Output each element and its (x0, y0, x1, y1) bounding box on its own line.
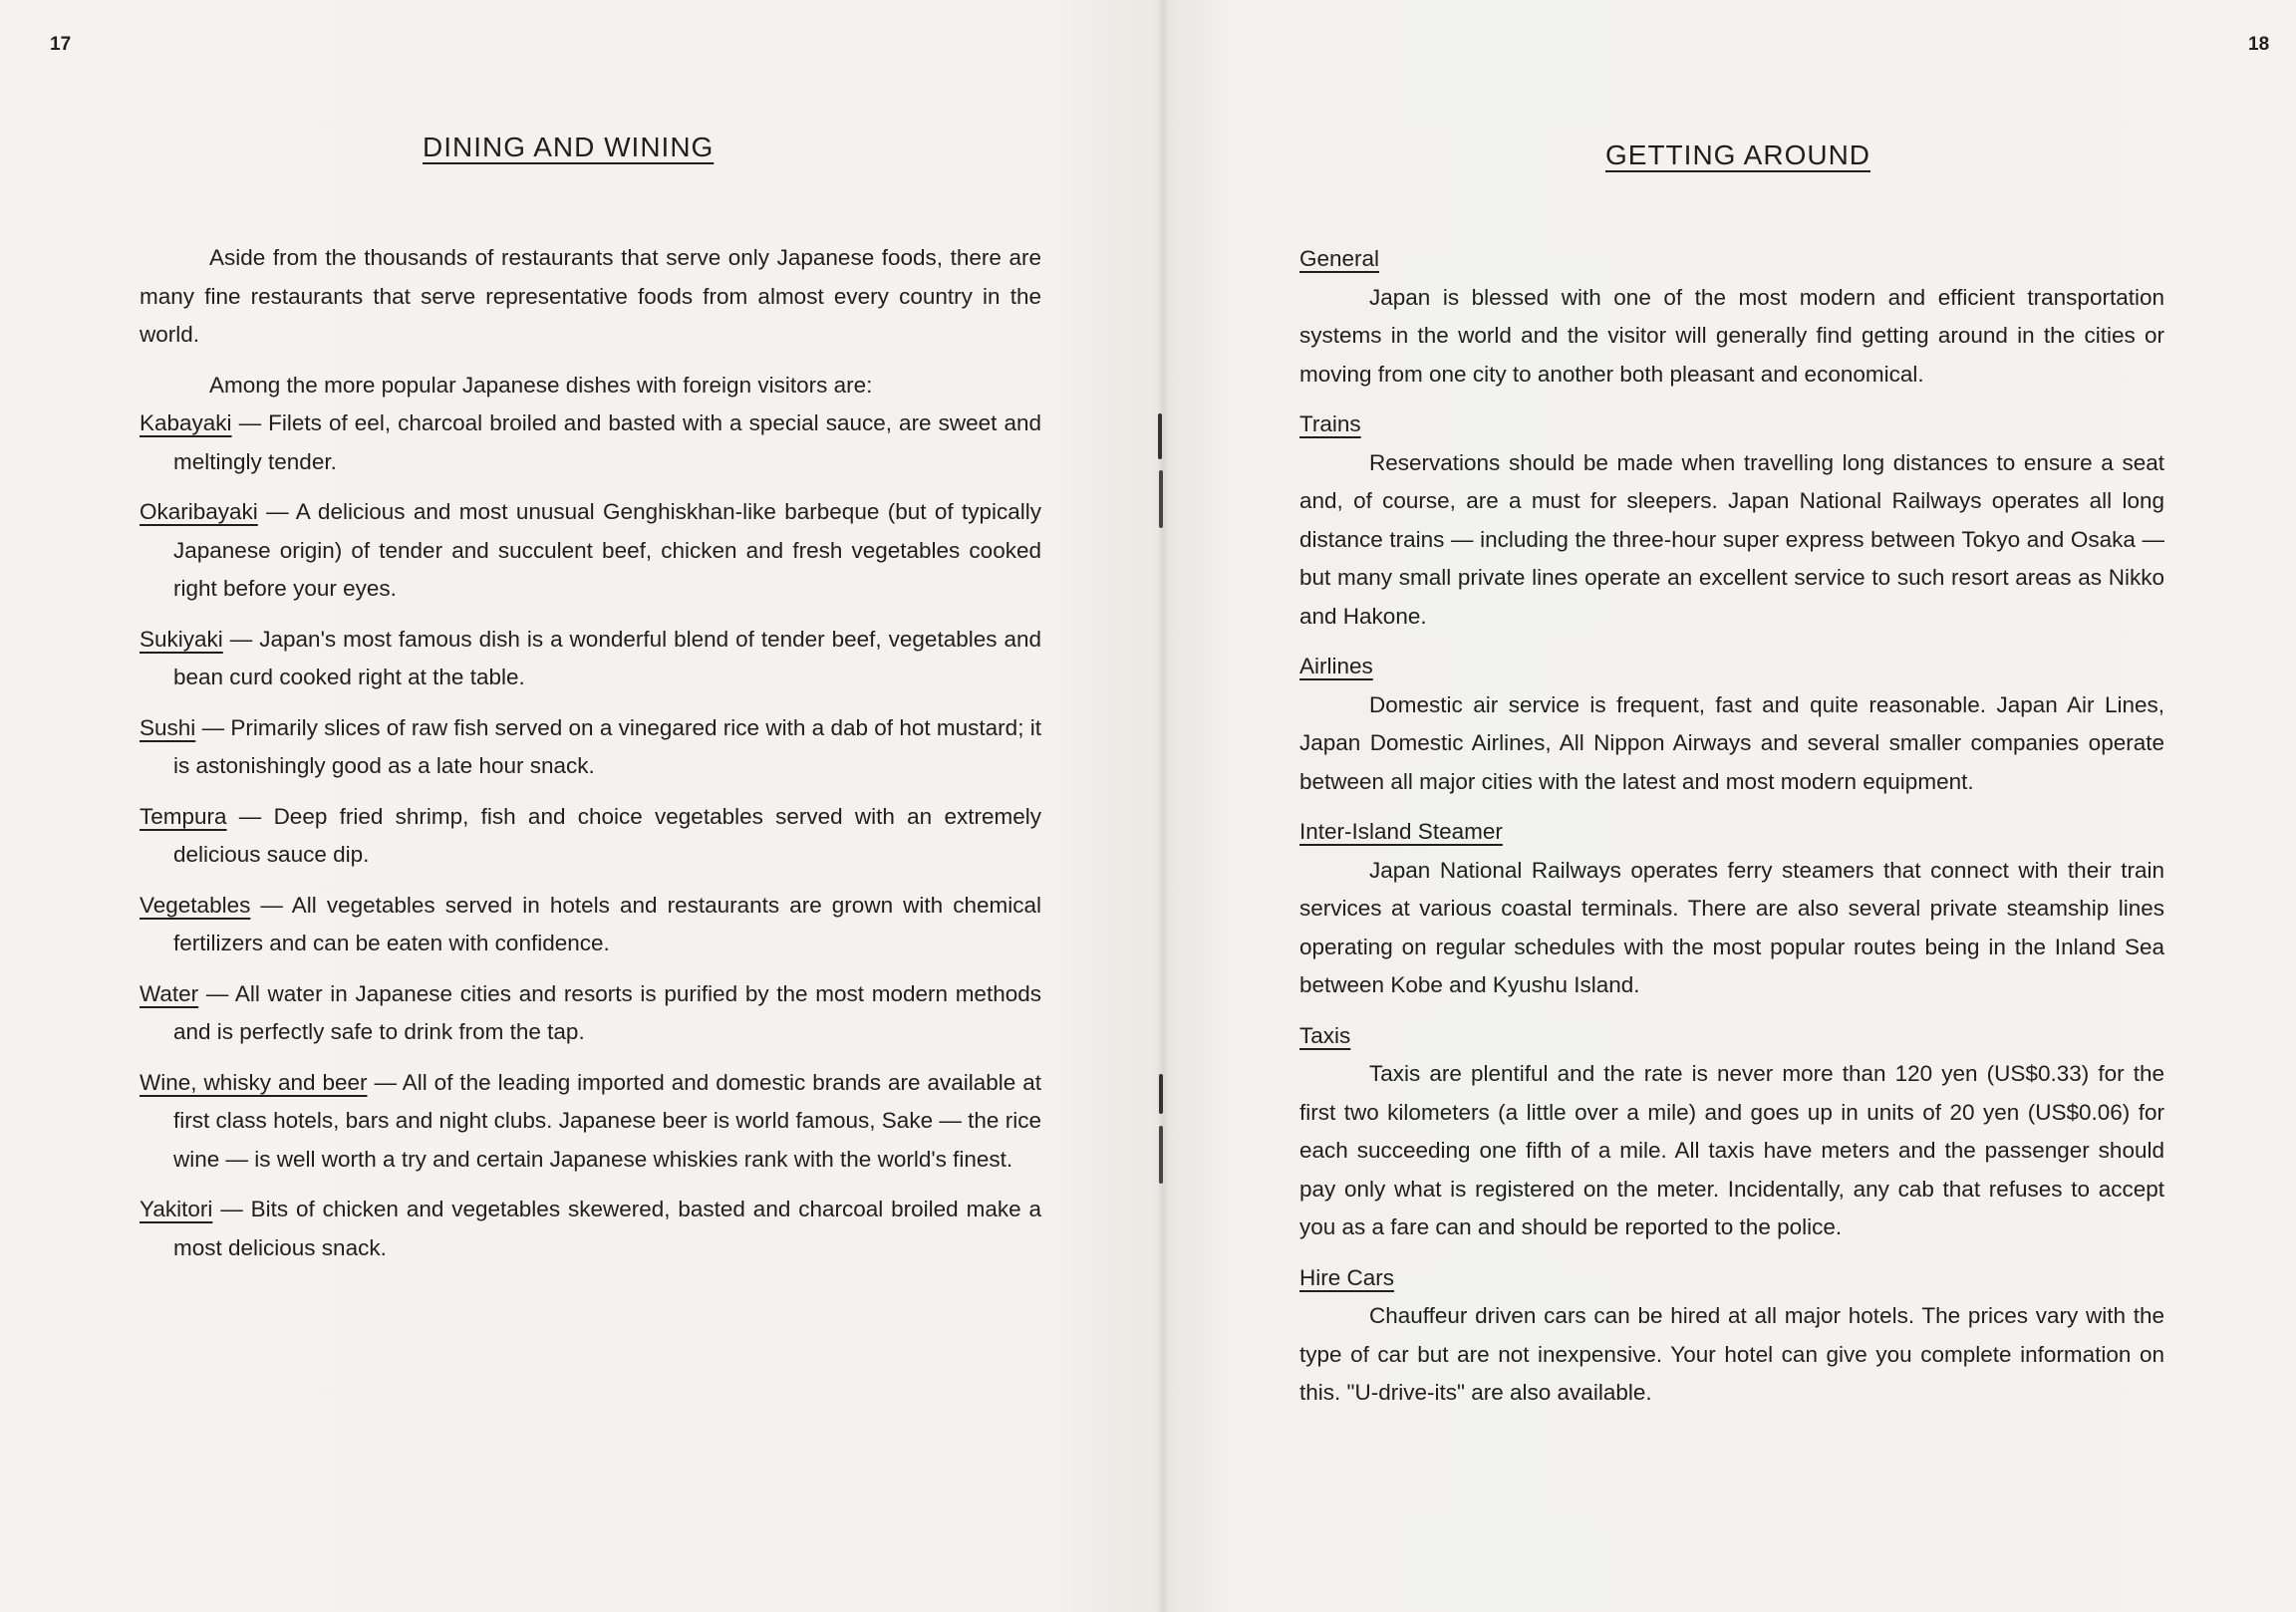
dish-text: Filets of eel, charcoal broiled and basted with a special sauce, are sweet and meltingly tender. (173, 410, 1041, 474)
dish-separator: — (231, 410, 269, 435)
dish-term: Water (140, 980, 199, 1006)
section-airlines (1299, 648, 2164, 801)
dish-item (140, 798, 1041, 875)
dish-text: A delicious and most unusual Genghiskhan-like barbeque (but of typically Japanese origin) of tender and succulent beef, chicken and fresh vegetables cooked right before your eyes. (173, 499, 1042, 601)
section-heading: Inter-Island Steamer (1299, 819, 1503, 844)
dish-text: Bits of chicken and vegetables skewered, basted and charcoal broiled make a most delicious snack. (173, 1197, 1041, 1260)
section-text: Taxis are plentiful and the rate is never more than 120 yen (US$0.33) for the first two kilometers (a little over a mile) and goes up in units of 20 yen (US$0.06) for each succeeding one fifth of a mile. All taxis have meters and the passenger should pay only what is registered on the meter. Incidentally, any cab that refuses to accept you as a fare can and should be reported to the police. (1299, 1061, 2164, 1239)
dish-item (140, 493, 1041, 609)
dish-item (140, 709, 1041, 786)
page-number-left: 17 (50, 34, 72, 55)
staple-bottom-lower (1159, 1126, 1163, 1184)
dish-term: Sushi (140, 714, 196, 740)
dish-item (140, 621, 1041, 697)
dish-separator: — (222, 626, 260, 652)
section-general (1299, 240, 2164, 394)
dish-separator: — (250, 892, 292, 918)
section-heading: Trains (1299, 411, 1361, 436)
dining-content (140, 239, 1041, 1279)
dish-item (140, 887, 1041, 963)
dish-term: Kabayaki (140, 410, 232, 435)
section-text: Reservations should be made when travelling long distances to ensure a seat and, of course, are a must for sleepers. Japan National Railways operates all long distance trains — including the three-hour super express between Tokyo and Osaka — but many small private lines operate an excellent service to such resort areas as Nikko and Hakone. (1299, 449, 2164, 629)
dish-term: Vegetables (140, 892, 251, 918)
section-inter-island-steamer (1299, 813, 2164, 1005)
staple-top (1158, 413, 1162, 459)
page-title-dining: DINING AND WINING (423, 132, 715, 162)
dish-separator: — (226, 803, 274, 829)
dish-separator: — (195, 714, 231, 740)
section-heading: Airlines (1299, 654, 1373, 678)
dish-term: Okaribayaki (140, 499, 258, 524)
dish-term: Sukiyaki (140, 626, 223, 652)
dish-separator: — (367, 1069, 403, 1095)
getting-around-content (1299, 236, 2164, 1413)
section-heading: Hire Cars (1299, 1264, 1395, 1290)
section-heading: General (1299, 246, 1380, 271)
section-text: Japan National Railways operates ferry steamers that connect with their train services at various coastal terminals. There are also several private steamship lines operating on regular schedules with the most popular routes being in the Inland Sea between Kobe and Kyushu Island. (1299, 857, 2164, 997)
section-text: Japan is blessed with one of the most modern and efficient transportation systems in the world and the visitor will generally find getting around in the cities or moving from one city to another both pleasant and economical. (1299, 284, 2164, 387)
dish-separator: — (257, 499, 296, 524)
dish-item (140, 1064, 1041, 1180)
section-hire-cars (1299, 1259, 2164, 1413)
dish-text: Japan's most famous dish is a wonderful blend of tender beef, vegetables and bean curd cooked right at the table. (173, 626, 1042, 689)
dish-term: Tempura (140, 803, 227, 829)
dining-intro: Aside from the thousands of restaurants that serve only Japanese foods, there are many fine restaurants that serve representative foods from almost every country in the world. (140, 245, 1041, 347)
dish-text: Primarily slices of raw fish served on a vinegared rice with a dab of hot mustard; it is astonishingly good as a late hour snack. (173, 714, 1041, 778)
section-heading: Taxis (1299, 1022, 1351, 1048)
section-trains (1299, 405, 2164, 636)
dish-text: All water in Japanese cities and resorts is purified by the most modern methods and is perfectly safe to drink from the tap. (173, 980, 1041, 1044)
dish-item (140, 975, 1041, 1052)
dish-text: All of the leading imported and domestic brands are available at first class hotels, bars and night clubs. Japanese beer is world famous, Sake — the rice wine — is well worth a try and certain Japanese whiskies rank with the world's finest. (173, 1069, 1041, 1172)
dish-term: Wine, whisky and beer (140, 1069, 368, 1095)
dish-separator: — (212, 1197, 251, 1221)
dish-term: Yakitori (140, 1197, 213, 1221)
staple-bottom (1159, 1074, 1163, 1114)
page-title-getting-around: GETTING AROUND (1605, 139, 1871, 170)
right-page (1162, 0, 2296, 1612)
section-text: Domestic air service is frequent, fast and quite reasonable. Japan Air Lines, Japan Domestic Airlines, All Nippon Airways and several smaller companies operate between all major cities with the latest and most modern equipment. (1299, 691, 2164, 794)
binding-gutter (1156, 0, 1170, 1612)
page-number-right: 18 (2248, 34, 2270, 55)
dish-text: All vegetables served in hotels and restaurants are grown with chemical fertilizers and can be eaten with confidence. (173, 892, 1041, 955)
dish-item (140, 1191, 1041, 1267)
dish-text: Deep fried shrimp, fish and choice vegetables served with an extremely delicious sauce dip. (173, 803, 1041, 867)
section-taxis (1299, 1017, 2164, 1247)
dining-lead: Among the more popular Japanese dishes with foreign visitors are: (209, 372, 873, 398)
dish-separator: — (198, 980, 235, 1006)
staple-top-lower (1159, 470, 1163, 528)
section-text: Chauffeur driven cars can be hired at all major hotels. The prices vary with the type of car but are not inexpensive. Your hotel can give you complete information on this. "U-drive-its" are also available. (1299, 1303, 2164, 1405)
dish-item (140, 404, 1041, 481)
